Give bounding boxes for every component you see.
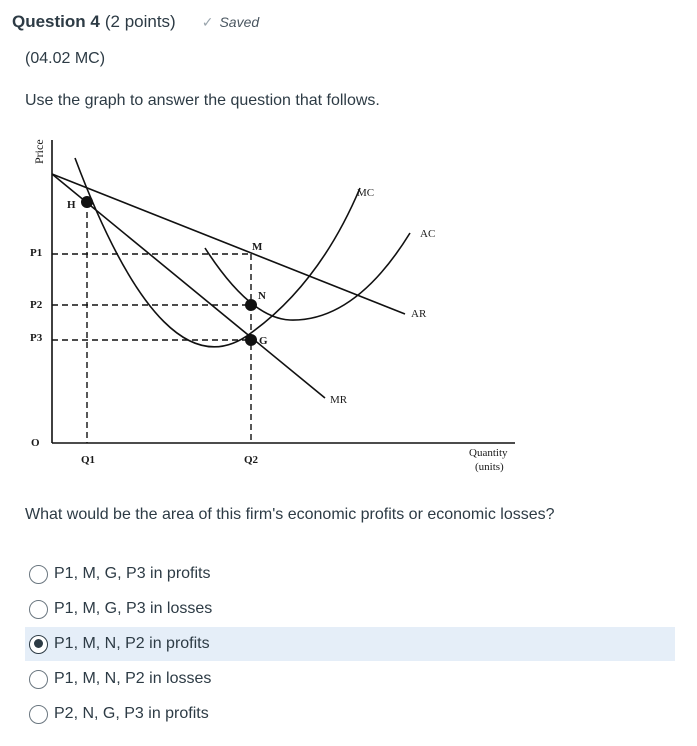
saved-status (202, 14, 259, 31)
ar-curve (52, 174, 405, 314)
question-prompt: Use the graph to answer the question that follows. (25, 92, 380, 109)
mc-curve (75, 158, 360, 347)
h-label: H (67, 199, 76, 211)
question-title: Question 4 (12, 12, 100, 31)
option-label: P1, M, G, P3 in profits (54, 565, 211, 582)
radio-icon[interactable] (29, 705, 48, 724)
radio-icon[interactable] (29, 635, 48, 654)
option-label: P1, M, N, P2 in profits (54, 635, 210, 652)
y-axis-label: Price (32, 139, 46, 164)
option-2[interactable] (25, 592, 675, 626)
saved-label: Saved (219, 14, 260, 30)
question-code: (04.02 MC) (25, 50, 106, 67)
n-label: N (258, 290, 266, 302)
option-3[interactable] (25, 627, 675, 661)
p3-label: P3 (30, 332, 43, 344)
radio-icon[interactable] (29, 600, 48, 619)
economics-graph (25, 128, 525, 488)
question-header (12, 12, 259, 32)
m-label: M (252, 241, 263, 253)
x-axis-label-quantity: Quantity (469, 447, 508, 459)
option-label: P1, M, G, P3 in losses (54, 600, 213, 617)
x-axis-label-units: (units) (475, 461, 504, 473)
g-label: G (259, 335, 268, 347)
option-5[interactable] (25, 697, 675, 731)
option-label: P1, M, N, P2 in losses (54, 670, 212, 687)
question-text: What would be the area of this firm's economic profits or economic losses? (25, 506, 555, 523)
origin-label: O (31, 437, 40, 449)
option-1[interactable] (25, 557, 675, 591)
mc-label: MC (357, 187, 375, 199)
mr-label: MR (330, 394, 348, 406)
p1-label: P1 (30, 247, 43, 259)
q2-label: Q2 (244, 454, 259, 466)
point-g (245, 334, 257, 346)
p2-label: P2 (30, 299, 43, 311)
radio-icon[interactable] (29, 565, 48, 584)
q1-label: Q1 (81, 454, 96, 466)
ac-label: AC (420, 228, 436, 240)
point-n (245, 299, 257, 311)
option-label: P2, N, G, P3 in profits (54, 705, 209, 722)
ar-label: AR (411, 308, 427, 320)
mr-curve (52, 174, 325, 398)
guide-lines (52, 202, 251, 443)
option-4[interactable] (25, 662, 675, 696)
question-points: (2 points) (104, 12, 176, 31)
point-h (81, 196, 93, 208)
radio-icon[interactable] (29, 670, 48, 689)
check-icon: ✓ (201, 14, 214, 30)
